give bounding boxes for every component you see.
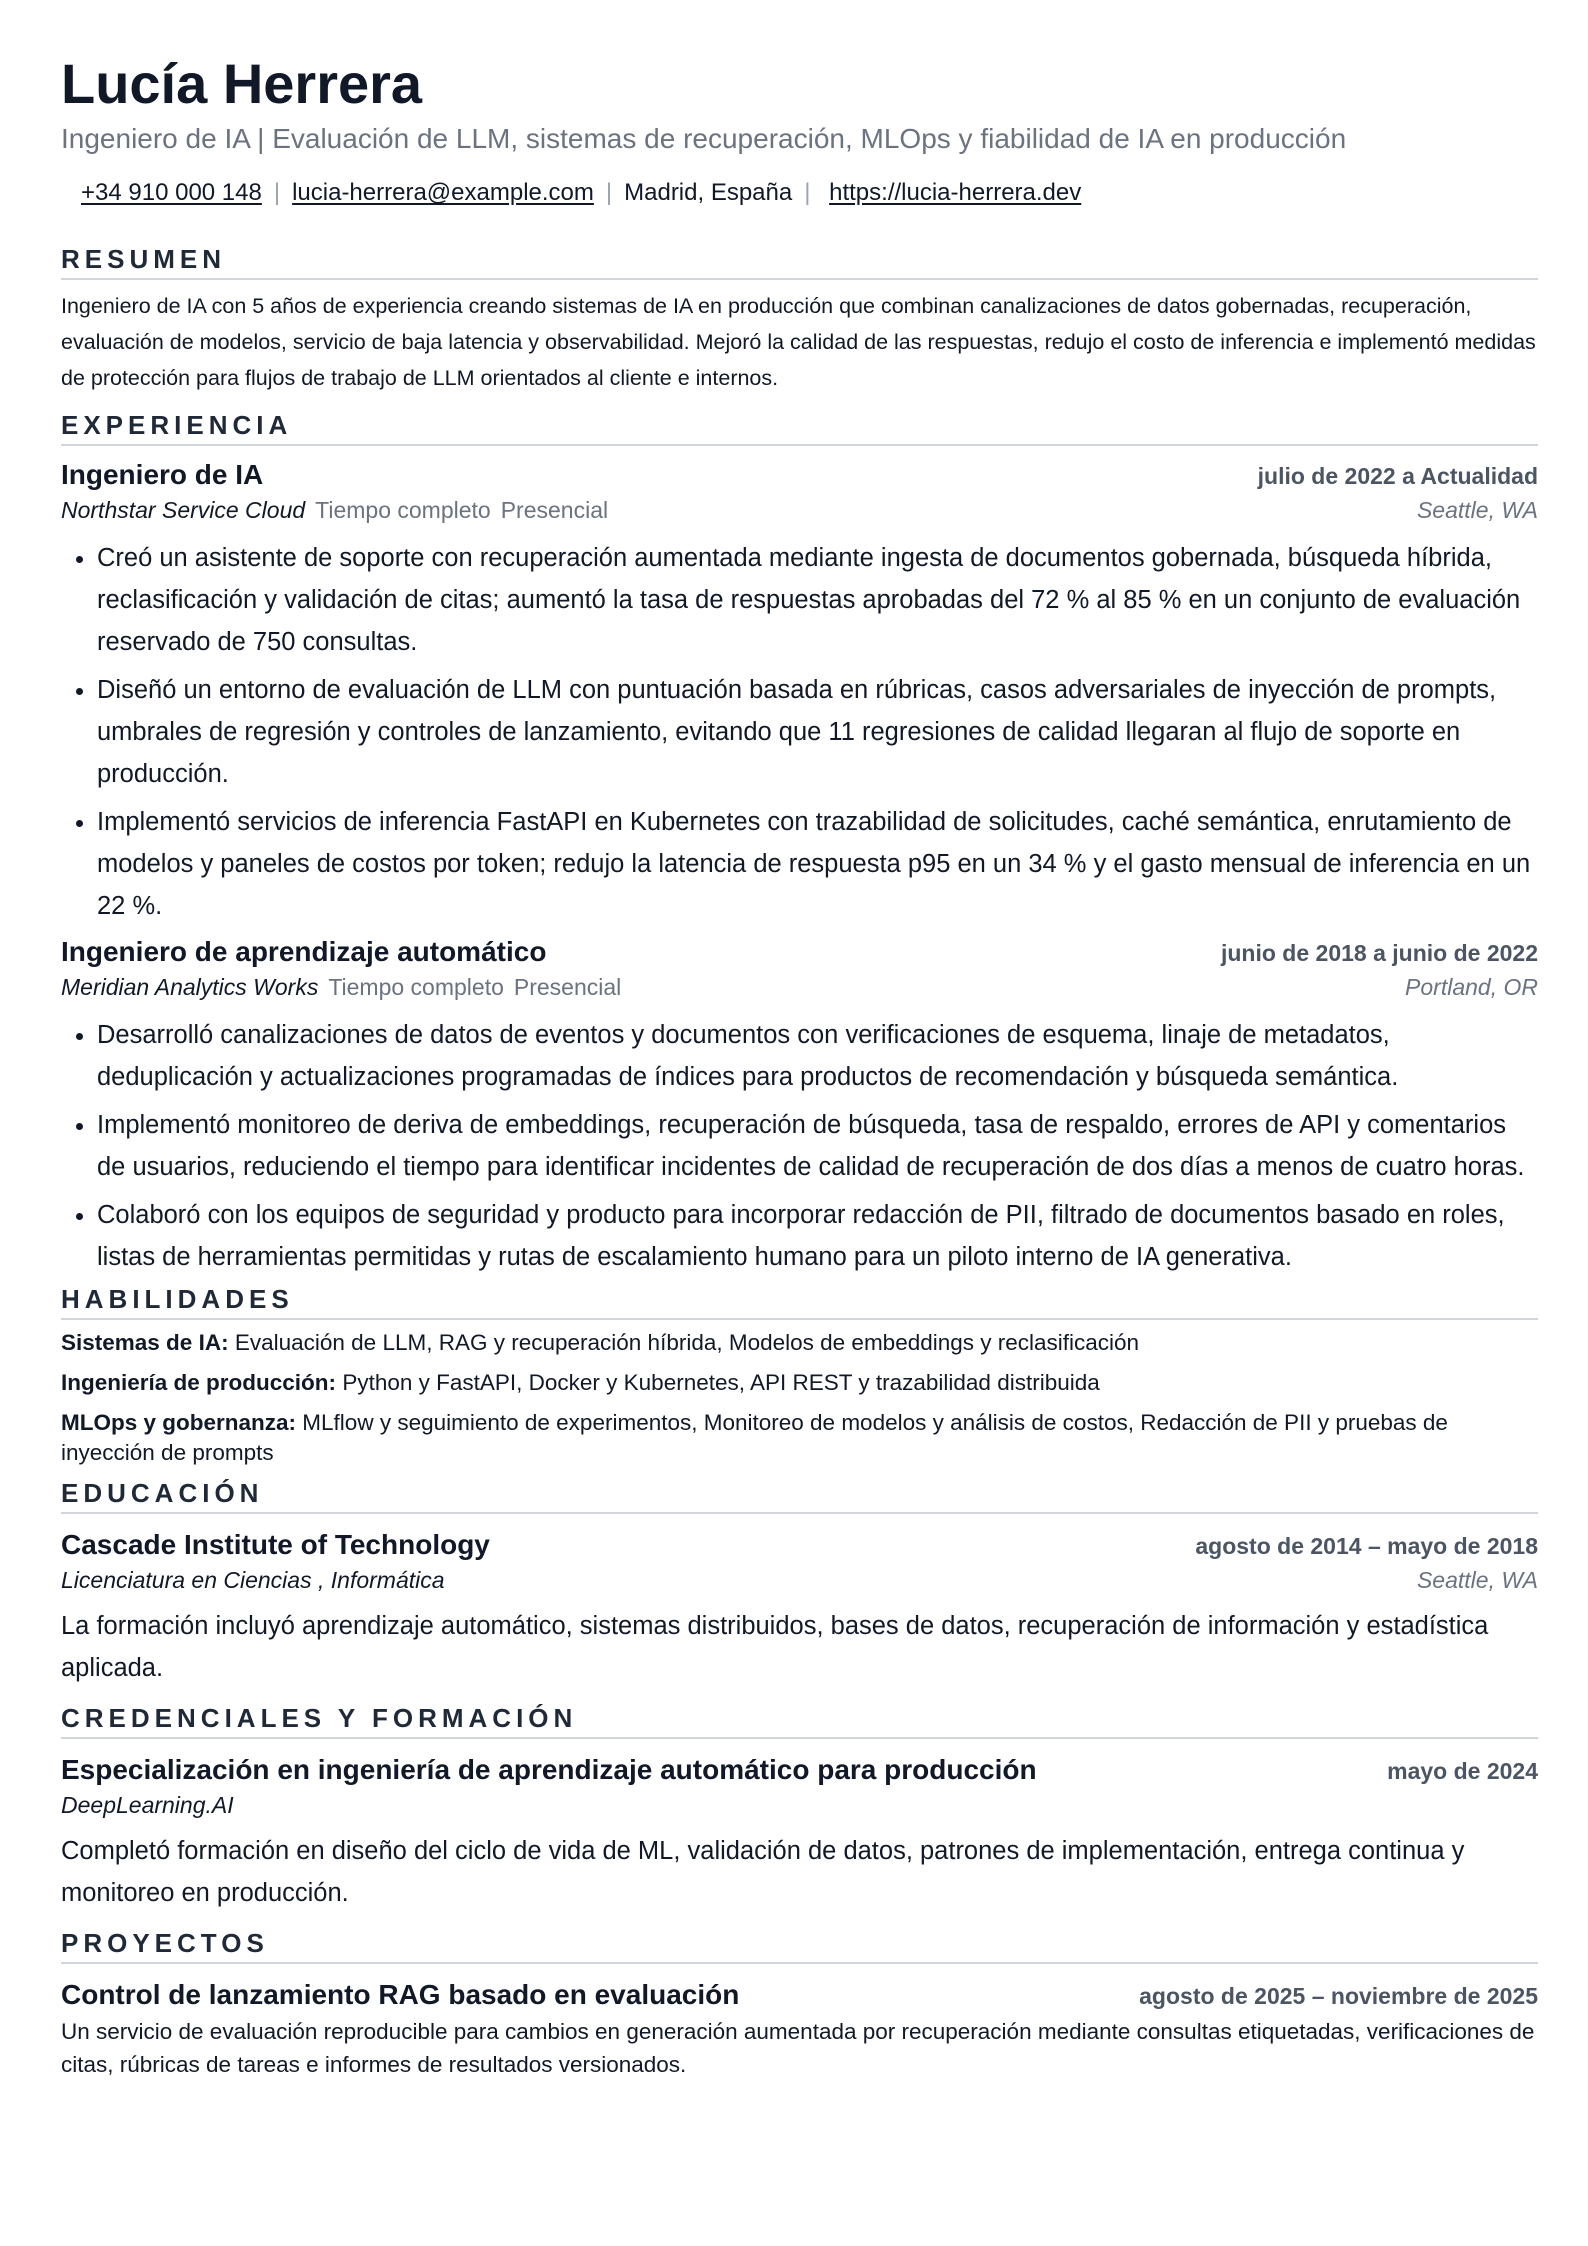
- headline: Ingeniero de IA | Evaluación de LLM, sistemas de recuperación, MLOps y fiabilidad de IA en producción: [61, 123, 1347, 154]
- experience-entry: [61, 458, 1538, 927]
- skill-items: Python y FastAPI, Docker y Kubernetes, API REST y trazabilidad distribuida: [342, 1370, 1100, 1395]
- credential-date: mayo de 2024: [1387, 1758, 1538, 1784]
- candidate-name: Lucía Herrera: [61, 52, 423, 115]
- section-title-skills: HABILIDADES: [61, 1284, 1538, 1320]
- separator: |: [605, 179, 613, 206]
- bullet-item: • Diseñó un entorno de evaluación de LLM con puntuación basada en rúbricas, casos adversariales de inyección de prompts, umbrales de regresión y controles de lanzamiento, evitando que 11 regresiones de calidad llegaran al flujo de soporte en producción.: [97, 669, 1538, 795]
- bullet-item: • Desarrolló canalizaciones de datos de eventos y documentos con verificaciones de esquema, linaje de metadatos, deduplicación y actualizaciones programadas de índices para productos de recomendación y búsqueda semántica.: [97, 1014, 1538, 1098]
- company-name: Meridian Analytics Works: [61, 974, 319, 1000]
- summary-text: Ingeniero de IA con 5 años de experiencia creando sistemas de IA en producción que combinan canalizaciones de datos gobernadas, recuperación, evaluación de modelos, servicio de baja latencia y observabilidad. Mejoró la calidad de las respuestas, redujo el costo de inferencia e implementó medidas de protección para flujos de trabajo de LLM orientados al cliente e internos.: [61, 294, 1536, 390]
- education-description: La formación incluyó aprendizaje automático, sistemas distribuidos, bases de datos, recuperación de información y estadística aplicada.: [61, 1612, 1489, 1682]
- job-title: Ingeniero de IA: [61, 459, 264, 490]
- job-dates: junio de 2018 a junio de 2022: [1220, 940, 1538, 966]
- skill-category: Ingeniería de producción:: [61, 1370, 337, 1395]
- employment-type: Tiempo completo: [315, 497, 491, 523]
- skill-category: MLOps y gobernanza:: [61, 1410, 297, 1435]
- skill-line: [61, 1368, 1538, 1398]
- experience-section: [61, 410, 1538, 1278]
- bullet-item: • Implementó servicios de inferencia FastAPI en Kubernetes con trazabilidad de solicitudes, caché semántica, enrutamiento de modelos y paneles de costos por token; redujo la latencia de respuesta p95 en un 34 % y el gasto mensual de inferencia en un 22 %.: [97, 801, 1538, 927]
- skill-items: Evaluación de LLM, RAG y recuperación híbrida, Modelos de embeddings y reclasificación: [234, 1330, 1140, 1355]
- job-title: Ingeniero de aprendizaje automático: [61, 936, 547, 967]
- credentials-section: [61, 1703, 1538, 1914]
- section-title-summary: RESUMEN: [61, 244, 1538, 280]
- location: Madrid, España: [624, 179, 793, 206]
- contact-bar: [61, 178, 1538, 208]
- credential-issuer: DeepLearning.AI: [61, 1792, 234, 1818]
- work-mode: Presencial: [513, 974, 622, 1000]
- credential-title: Especialización en ingeniería de aprendizaje automático para producción: [61, 1754, 1037, 1785]
- project-title: Control de lanzamiento RAG basado en evaluación: [61, 1979, 740, 2010]
- degree: Licenciatura en Ciencias , Informática: [61, 1567, 445, 1593]
- section-title-experience: EXPERIENCIA: [61, 410, 1538, 446]
- website-link[interactable]: https://lucia-herrera.dev: [829, 179, 1082, 206]
- job-dates: julio de 2022 a Actualidad: [1257, 463, 1538, 489]
- education-dates: agosto de 2014 – mayo de 2018: [1195, 1533, 1538, 1559]
- job-location: Portland, OR: [1405, 974, 1538, 1000]
- skill-items: MLflow y seguimiento de experimentos, Monitoreo de modelos y análisis de costos, Redacción de PII y pruebas de inyección de prompts: [61, 1410, 1448, 1465]
- separator: |: [273, 179, 281, 206]
- summary-section: [61, 244, 1538, 396]
- job-bullets: [61, 1014, 1538, 1278]
- section-title-projects: PROYECTOS: [61, 1928, 1538, 1964]
- skill-category: Sistemas de IA:: [61, 1330, 229, 1355]
- project-dates: agosto de 2025 – noviembre de 2025: [1139, 1983, 1538, 2009]
- skill-line: [61, 1408, 1538, 1468]
- phone-link[interactable]: +34 910 000 148: [81, 179, 262, 206]
- employment-type: Tiempo completo: [328, 974, 504, 1000]
- bullet-item: • Creó un asistente de soporte con recuperación aumentada mediante ingesta de documentos gobernada, búsqueda híbrida, reclasificación y validación de citas; aumentó la tasa de respuestas aprobadas del 72 % al 85 % en un conjunto de evaluación reservado de 750 consultas.: [97, 537, 1538, 663]
- projects-section: [61, 1928, 1538, 2081]
- school-name: Cascade Institute of Technology: [61, 1529, 490, 1560]
- credential-description: Completó formación en diseño del ciclo de vida de ML, validación de datos, patrones de implementación, entrega continua y monitoreo en producción.: [61, 1837, 1465, 1907]
- section-title-education: EDUCACIÓN: [61, 1478, 1538, 1514]
- school-location: Seattle, WA: [1416, 1567, 1538, 1593]
- project-description: Un servicio de evaluación reproducible para cambios en generación aumentada por recuperación mediante consultas etiquetadas, verificaciones de citas, rúbricas de tareas e informes de resultados versionados.: [61, 2019, 1535, 2077]
- education-section: [61, 1478, 1538, 1689]
- job-location: Seattle, WA: [1416, 497, 1538, 523]
- company-name: Northstar Service Cloud: [61, 497, 306, 523]
- experience-entry: [61, 935, 1538, 1278]
- job-bullets: [61, 537, 1538, 927]
- skill-line: [61, 1328, 1538, 1358]
- separator: |: [804, 179, 811, 206]
- work-mode: Presencial: [500, 497, 609, 523]
- bullet-item: • Colaboró con los equipos de seguridad y producto para incorporar redacción de PII, filtrado de documentos basado en roles, listas de herramientas permitidas y rutas de escalamiento humano para un piloto interno de IA generativa.: [97, 1194, 1538, 1278]
- section-title-credentials: CREDENCIALES Y FORMACIÓN: [61, 1703, 1538, 1739]
- skills-section: [61, 1284, 1538, 1468]
- email-link[interactable]: lucia-herrera@example.com: [292, 179, 594, 206]
- bullet-item: • Implementó monitoreo de deriva de embeddings, recuperación de búsqueda, tasa de respaldo, errores de API y comentarios de usuarios, reduciendo el tiempo para identificar incidentes de calidad de recuperación de dos días a menos de cuatro horas.: [97, 1104, 1538, 1188]
